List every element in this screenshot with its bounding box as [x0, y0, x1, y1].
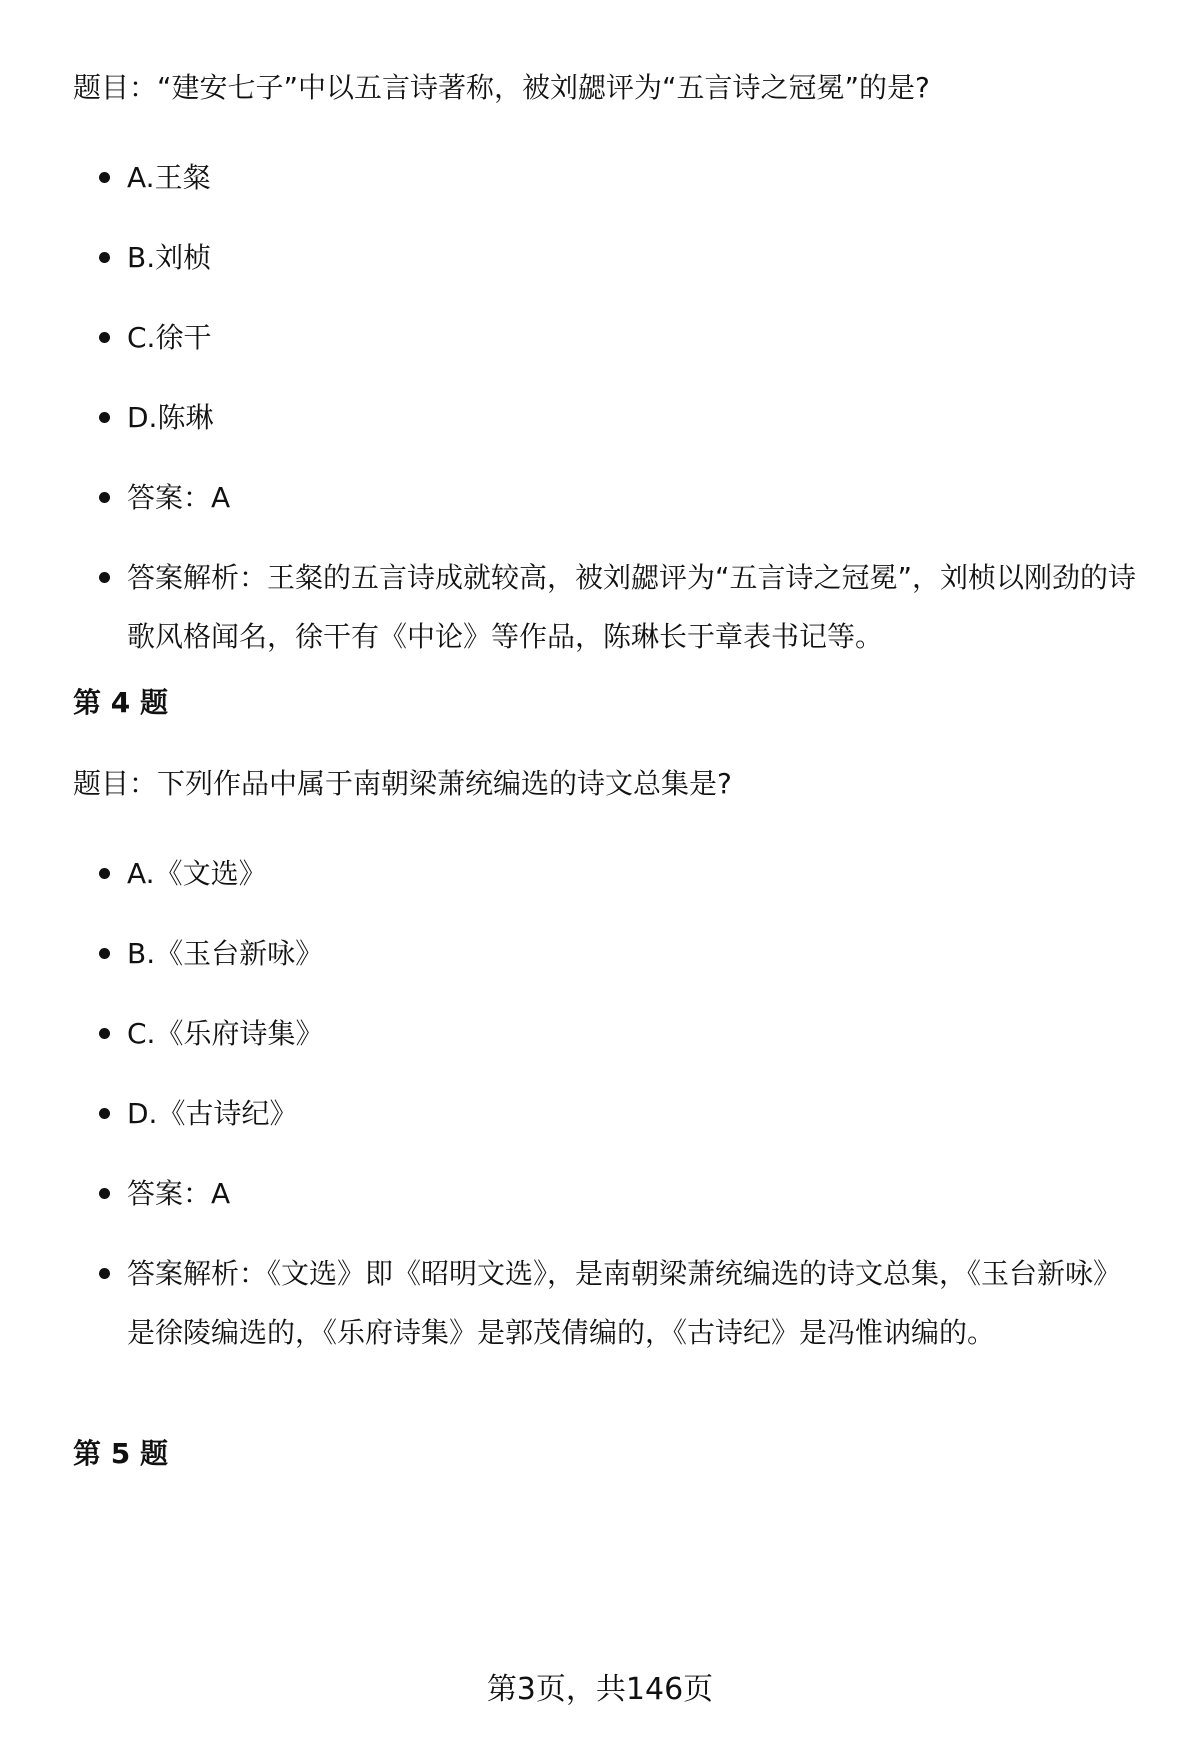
q3-option-d: D.陈琳	[127, 388, 1147, 447]
q4-option-b: B.《玉台新咏》	[127, 924, 1147, 983]
q4-answer: 答案：A	[127, 1164, 1147, 1223]
q4-heading: 第 4 题	[73, 686, 168, 719]
q4-question: 题目：下列作品中属于南朝梁萧统编选的诗文总集是?	[73, 767, 732, 800]
q4-option-d: D.《古诗纪》	[127, 1084, 1147, 1143]
page-number-footer: 第3页，共146页	[486, 1672, 714, 1707]
q4-option-c: C.《乐府诗集》	[127, 1004, 1147, 1063]
q3-option-c: C.徐干	[127, 308, 1147, 367]
q3-question: 题目：“建安七子”中以五言诗著称，被刘勰评为“五言诗之冠冕”的是?	[73, 71, 930, 104]
q4-explanation: 答案解析：《文选》即《昭明文选》，是南朝梁萧统编选的诗文总集，《玉台新咏》是徐陵编选的，《乐府诗集》是郭茂倩编的，《古诗纪》是冯惟讷编的。	[127, 1244, 1147, 1362]
q5-heading: 第 5 题	[73, 1437, 168, 1470]
q3-option-a: A.王粲	[127, 148, 1147, 207]
q3-explanation: 答案解析：王粲的五言诗成就较高，被刘勰评为“五言诗之冠冕”，刘桢以刚劲的诗歌风格闻名，徐干有《中论》等作品，陈琳长于章表书记等。	[127, 548, 1147, 666]
q3-answer: 答案：A	[127, 468, 1147, 527]
q3-option-b: B.刘桢	[127, 228, 1147, 287]
q4-option-a: A.《文选》	[127, 844, 1147, 903]
